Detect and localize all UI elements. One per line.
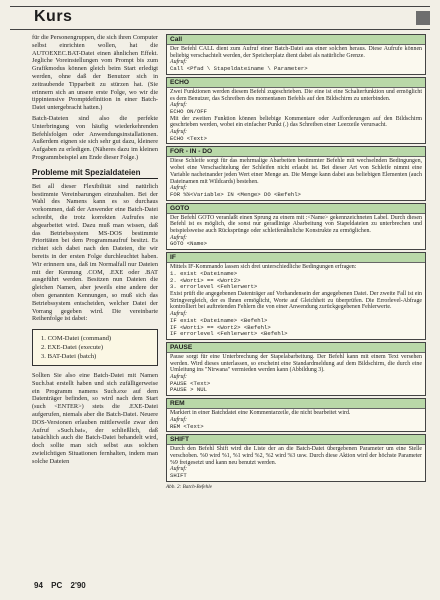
syntax-line: IF <Wort1> == <Wort2> <Befehl> <box>170 323 271 331</box>
syntax-label: Aufruf: <box>170 129 188 136</box>
section-title: Kurs <box>34 8 73 25</box>
magazine-logo: PC <box>51 581 63 590</box>
command-name: GOTO <box>167 204 425 214</box>
page-number: 94 <box>34 581 43 590</box>
syntax-label: Aufruf: <box>170 102 188 109</box>
command-description: Der Befehl GOTO veranlaßt einen Sprung zu einem mit :<Name> gekennzeichneten Label. Durch diesen Befehl ist es möglich, die sonst nur geradlinige Abarbeitung von Stapeldateien zu unterbrechen und beispielsweise auch Rücksprünge oder schleifenähnliche Konstrukte zu ermöglichen. <box>170 214 422 235</box>
syntax-line: Call <Pfad \ Stapeldateiname \ Parameter> <box>170 65 308 73</box>
command-description: Mit der zweiten Funktion können beliebige Kommentare oder Aufforderungen auf den Bildschirm geschrieben werden, wobei ein einfacher Punkt (.) das Schreiben einer Leerzeile verursacht. <box>170 115 422 129</box>
paragraph: Sollten Sie also eine Batch-Datei mit Namen Such.bat erstellt haben und sich zufälligerweise ein Programm namens Such.exe auf dem Datenträger befinden, so wird nach dem Start (such <ENTER>) stets die .EXE-Datei aufgerufen, niemals aber die Batch-Datei. Neuere DOS-Versionen erlauben mittlerweile zwar den Aufruf »Such.bat«, der schließlich, daß tatsächlich auch die Batch-Datei behandelt wird, doch sollte man sich selbst aus solchen zwielichtigen Situationen fernhalten, indem man solche Dateien <box>32 372 158 465</box>
syntax-line: IF exist <Dateiname> <Befehl> <box>170 316 268 324</box>
figure-caption: Abb. 2: Batch-Befehle <box>166 483 212 490</box>
page-footer <box>34 581 92 590</box>
syntax-line: GOTO <Name> <box>170 240 207 248</box>
command-description: Pause sorgt für eine Unterbrechung der Stapelabarbeitung. Der Befehl kann mit einem Text versehen werden. Wird dieses unterlassen, so erscheint eine Standardmeldung auf dem Bildschirm, die durch eine Umleitung ins "Nirwana" vermieden werden kann (Abbildung 3). <box>170 353 422 374</box>
command-if <box>166 252 426 340</box>
syntax-line: ECHO <Text> <box>170 134 207 142</box>
syntax-label: Aufruf: <box>170 466 188 473</box>
command-goto <box>166 203 426 251</box>
list-item: 3. BAT-Datei (batch) <box>41 353 97 361</box>
header-marker <box>416 11 430 25</box>
syntax-line: 2. <Wort1> == <Wort2> <box>170 276 241 284</box>
command-name: SHIFT <box>167 435 425 445</box>
subheading: Probleme mit Spezialdateien <box>32 168 158 179</box>
syntax-line: FOR %%<Variable> IN <Menge> DO <Befehl> <box>170 190 301 198</box>
command-for <box>166 146 426 200</box>
command-description: Exist prüft die angegebenen Datenträger auf Vorhandensein der angegebenen Datei. Der zweite Fall ist ein Stringvergleich, der es Ihnen ermöglicht, Worte auf Gleichheit zu überprüfen. Die Errorlevel-Abfrage kontrolliert bei auftretenden Fehlern die von einer Anwendung zurückgegebenen Fehlerwerte. <box>170 290 422 311</box>
syntax-label: Aufruf: <box>170 311 188 318</box>
syntax-label: Aufruf: <box>170 374 188 381</box>
command-name: ECHO <box>167 78 425 88</box>
paragraph: Bei all dieser Flexibilität sind natürlich bestimmte Vereinbarungen einzuhalten. Bei der Wahl des Namens kann es so durchaus vorkommen, daß der Anwender eine Batch-Datei schreibt, die trotz korrekten Aufrufes nie abgearbeitet wird. Dazu muß man wissen, daß das Betriebssystem MS-DOS bestimmte Prioritäten bei dem Programmaufruf besitzt. Es richtet sich dabei nach den Dateien, die wir bereits in der ersten Folge durchleuchtet haben. Wir erinnern uns, daß im Normalfall nur Dateien mit der Kennung .COM, .EXE oder .BAT ausgeführt werden. Besitzen nun Dateien die gleichen Namen, aber jeweils eine andere der oben genannten Kennungen, so muß sich das Betriebssystem entscheiden, welcher Datei der Vorrang gegeben wird. Die vereinbarte Reihenfolge ist dabei: <box>32 182 158 323</box>
syntax-label: Aufruf: <box>170 185 188 192</box>
command-name: PAUSE <box>167 343 425 353</box>
list-item: 2. EXE-Datei (execute) <box>41 344 104 352</box>
command-description: Zwei Funktionen werden diesem Befehl zugeschrieben. Die eine ist eine Schalterfunktion und ermöglicht es dem Benutzer, das Schreiben des momentanen Befehls auf den Bildschirm zu unterbinden. <box>170 88 422 102</box>
command-name: REM <box>167 399 425 409</box>
paragraph: für die Personengruppen, die sich ihren Computer selbst einrichten wollen, hat die AUTOEXEC.BAT-Datei einen ähnlichen Effekt. Jegliche Voreinstellungen vom Prompt bis zum Grafikmodus können gleich beim Start erledigt werden, ohne daß der Benutzer sich in zeitraubende Tipparbeit zu stürzen hat. (Sie erinnern sich an unsere erste Folge, wo wir die tippintensive Promptdefinition in einer Batch-Datei untergebracht hatten.) <box>32 34 158 112</box>
syntax-line: IF errorlevel <Fehlerwert> <Befehl> <box>170 330 288 338</box>
command-name: Call <box>167 35 425 45</box>
syntax-line: SHIFT <box>170 472 187 480</box>
page-header <box>10 6 430 30</box>
command-description: Markiert in einer Batchdatei eine Kommentarzeile, die nicht bearbeitet wird. <box>170 410 351 417</box>
left-column <box>32 34 158 469</box>
command-call <box>166 34 426 75</box>
command-shift <box>166 434 426 482</box>
issue-number: 2'90 <box>70 581 86 590</box>
command-echo <box>166 77 426 145</box>
command-description: Der Befehl CALL dient zum Aufruf einer Batch-Datei aus einer solchen heraus. Diese Aufrufe können beliebig verschachtelt werden, der Speicherplatz dient dabei als natürliche Grenze. <box>170 46 422 59</box>
syntax-line: PAUSE > NUL <box>170 386 207 394</box>
list-item: 1. COM-Datei (command) <box>41 335 112 343</box>
command-name: FOR - IN - DO <box>167 147 425 157</box>
syntax-line: ECHO ON/OFF <box>170 107 207 115</box>
command-description: Durch den Befehl Shift wird die Liste der an die Batch-Datei übergebenen Parameter um eine Stelle verschoben. %0 wird %1, %1 wird %2, %2 wird %3 usw. Durch diese Aktion wird der höchste Parameter %9 freigesetzt und kann neu benutzt werden. <box>170 446 422 466</box>
syntax-label: Aufruf: <box>170 59 188 66</box>
command-name: IF <box>167 253 425 263</box>
syntax-line: 1. exist <Dateiname> <box>170 269 238 277</box>
file-priority-list <box>32 329 158 366</box>
command-rem <box>166 398 426 432</box>
command-reference <box>166 34 426 490</box>
command-pause <box>166 342 426 396</box>
syntax-label: Aufruf: <box>170 234 188 241</box>
syntax-line: REM <Text> <box>170 422 204 430</box>
syntax-line: PAUSE <Text> <box>170 379 211 387</box>
syntax-line: 3. errorlevel <Fehlerwert> <box>170 283 258 291</box>
command-description: Diese Schleife sorgt für das mehrmalige Abarbeiten bestimmter Befehle mit wechselnden Bedingungen, wobei eine Verschachtelung der Schleifen nicht erlaubt ist. Bei dieser Art von Schleife nimmt eine Variable nacheinander jeden Wert einer Menge an. Die Menge kann dabei aus beliebigen Elementen (auch Dateinamen mit Wildcards) bestehen. <box>170 158 422 185</box>
syntax-label: Aufruf: <box>170 416 188 423</box>
command-description: Mittels IF-Kommando lassen sich drei unterschiedliche Bedingungen erfragen: <box>170 264 357 271</box>
paragraph: Batch-Dateien sind also die perfekte Unterbringung von häufig wiederkehrenden Befehlsfolgen oder Anwendungsinstallationen. Außerdem eignen sie sich sehr gut dazu, kleinere Aufgaben zu erledigen. (Näheres dazu im kleinen Programmbeispiel am Ende dieser Folge.) <box>32 114 158 161</box>
